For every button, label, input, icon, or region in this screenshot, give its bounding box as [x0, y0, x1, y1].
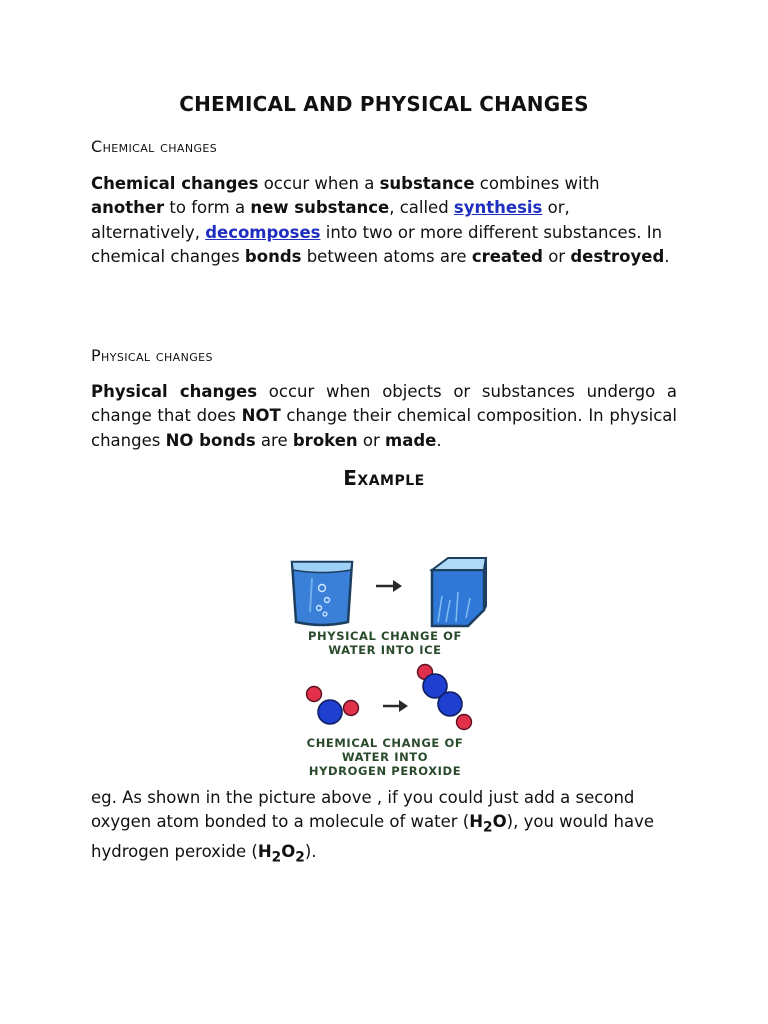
water-molecule-icon [307, 687, 359, 725]
hydrogen-peroxide-molecule-icon [418, 665, 472, 730]
illustration-svg [280, 548, 490, 780]
arrow-right-icon [376, 580, 402, 592]
physical-changes-heading: Physical changes [91, 346, 213, 365]
chemical-change-caption-line2: WATER INTO [341, 750, 429, 764]
physical-changes-paragraph: Physical changes occur when objects or substances undergo a change that does NOT change their chemical composition. In physical changes NO bonds are broken or made. [91, 382, 677, 450]
chemical-changes-paragraph: Chemical changes occur when a substance combines with another to form a new substance, called synthesis or, alternatively, decomposes into two or more different substances. In chemical changes bonds between atoms are created or destroyed. [91, 174, 670, 266]
decomposes-link[interactable]: decomposes [205, 222, 321, 242]
water-beaker-icon [292, 562, 352, 625]
chemical-changes-heading: Chemical changes [91, 137, 218, 156]
closing-paragraph: eg. As shown in the picture above , if you could just add a second oxygen atom bonded to a molecule of water $(H_2O)$, you would have hydrogen peroxide $(H_2O_2)$. [91, 788, 654, 866]
physical-change-caption-line2: WATER INTO ICE [328, 643, 442, 657]
formula-water: $H_2O$ [469, 812, 507, 836]
term-physical-changes: Physical changes [91, 382, 258, 401]
chemical-change-caption-line3: HYDROGEN PEROXIDE [308, 764, 462, 778]
example-heading: Example [343, 466, 425, 490]
physical-change-caption-line1: PHYSICAL CHANGE OF [308, 629, 462, 643]
chemical-change-caption-line1: CHEMICAL CHANGE OF [306, 736, 464, 750]
term-chemical-changes: Chemical changes [91, 174, 259, 193]
synthesis-link[interactable]: synthesis [453, 198, 543, 218]
ice-cube-icon [432, 558, 486, 626]
water-changes-illustration [280, 548, 490, 780]
page-title: CHEMICAL AND PHYSICAL CHANGES [179, 92, 589, 116]
arrow-right-icon [383, 700, 408, 712]
formula-hydrogen-peroxide: $H_2O_2$ [257, 841, 305, 866]
